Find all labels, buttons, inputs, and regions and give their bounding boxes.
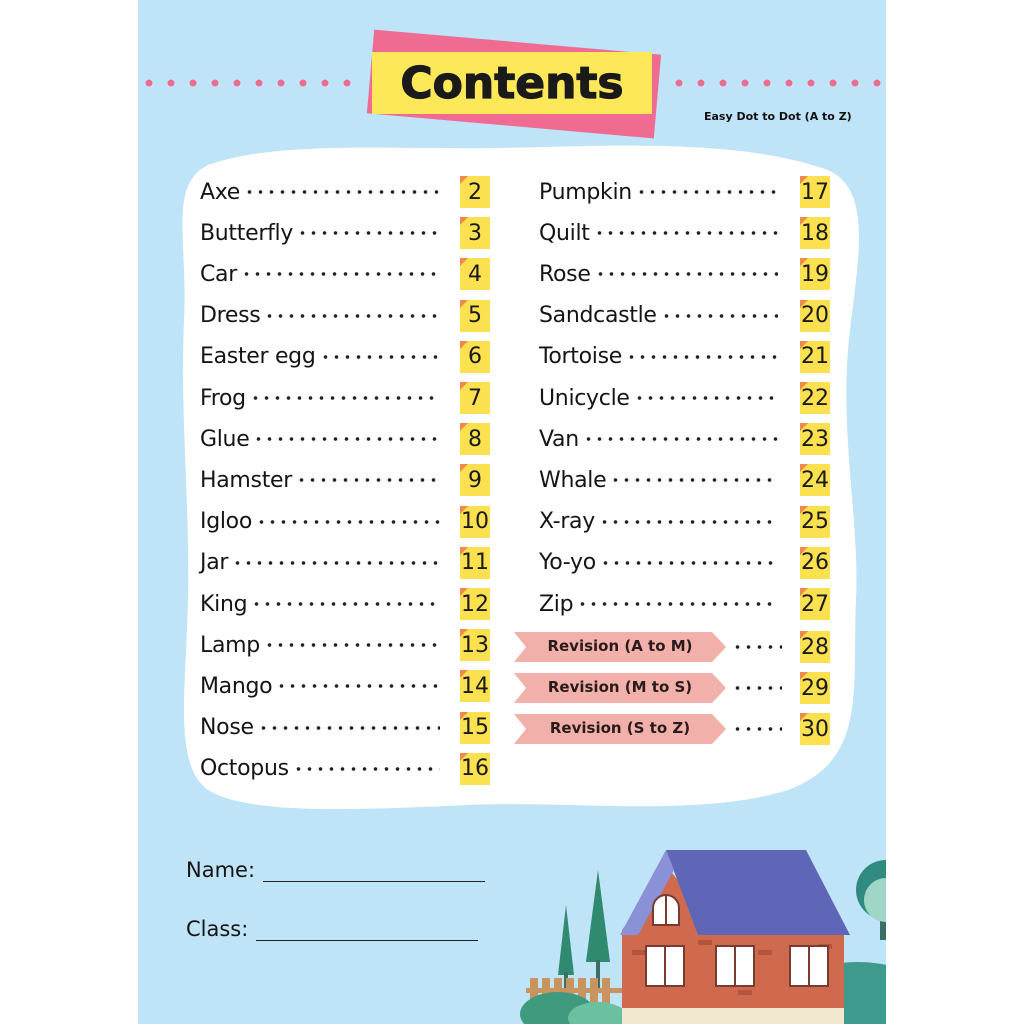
- entry-title: Igloo: [200, 509, 252, 535]
- round-tree-icon: [856, 860, 886, 940]
- revision-title: Revision (A to M): [547, 637, 693, 655]
- page-number: 28: [801, 634, 829, 660]
- entry-title: Mango: [200, 673, 273, 699]
- entry-title: Octopus: [200, 756, 289, 782]
- house-icon: [620, 850, 850, 1024]
- page-number: 9: [468, 467, 482, 493]
- page-number: 13: [461, 632, 489, 658]
- page-number: 3: [468, 220, 482, 246]
- name-label: Name:: [186, 858, 256, 882]
- entry-title: Unicycle: [539, 385, 630, 411]
- page-number: 24: [801, 467, 829, 493]
- entry-title: X-ray: [539, 509, 595, 535]
- page-number: 18: [801, 220, 829, 246]
- contents-page: [138, 0, 886, 1024]
- entry-title: Dress: [200, 303, 261, 329]
- page-number: 20: [801, 303, 829, 329]
- page-number: 4: [468, 261, 482, 287]
- page-title: Contents: [400, 57, 624, 109]
- bush-icon: [520, 992, 628, 1024]
- entry-title: Hamster: [200, 467, 293, 493]
- page-number: 17: [801, 179, 829, 205]
- page-number: 10: [461, 509, 489, 535]
- page-number: 7: [468, 385, 482, 411]
- page-number: 30: [801, 716, 829, 742]
- house-illustration: [138, 0, 886, 1024]
- entry-title: Tortoise: [539, 344, 623, 370]
- entry-title: Butterfly: [200, 220, 294, 246]
- page-number: 29: [801, 675, 829, 701]
- revision-title: Revision (M to S): [547, 678, 693, 697]
- entry-title: Lamp: [200, 632, 260, 658]
- page-number: 15: [461, 715, 489, 741]
- entry-title: Van: [539, 426, 579, 452]
- entry-title: Frog: [200, 385, 246, 411]
- entry-title: Whale: [539, 467, 607, 493]
- entry-title: Jar: [200, 550, 229, 576]
- entry-title: Yo-yo: [539, 550, 596, 576]
- page-number: 8: [468, 426, 482, 452]
- page-number: 2: [468, 179, 482, 205]
- entry-title: King: [200, 591, 248, 617]
- page-number: 27: [801, 591, 829, 617]
- page-number: 14: [461, 673, 489, 699]
- page-number: 26: [801, 550, 829, 576]
- entry-title: Quilt: [539, 220, 590, 246]
- page-number: 23: [801, 426, 829, 452]
- page-number: 6: [468, 344, 482, 370]
- entry-title: Easter egg: [200, 344, 316, 370]
- entry-title: Rose: [539, 261, 591, 287]
- entry-title: Glue: [200, 426, 250, 452]
- entry-title: Sandcastle: [539, 303, 657, 329]
- entry-title: Zip: [539, 591, 574, 617]
- entry-title: Pumpkin: [539, 179, 632, 205]
- entry-title: Car: [200, 261, 237, 287]
- page-number: 11: [461, 550, 489, 576]
- page-number: 22: [801, 385, 829, 411]
- entry-title: Nose: [200, 715, 254, 741]
- entry-title: Axe: [200, 179, 241, 205]
- revision-title: Revision (S to Z): [549, 719, 691, 738]
- page-number: 12: [461, 591, 489, 617]
- class-label: Class:: [186, 917, 249, 941]
- page-number: 16: [461, 756, 489, 782]
- page-number: 21: [801, 344, 829, 370]
- page-number: 5: [468, 303, 482, 329]
- book-subtitle: Easy Dot to Dot (A to Z): [704, 110, 852, 123]
- pine-tree-icon: [558, 870, 610, 992]
- page-number: 19: [801, 261, 829, 287]
- page-number: 25: [801, 509, 829, 535]
